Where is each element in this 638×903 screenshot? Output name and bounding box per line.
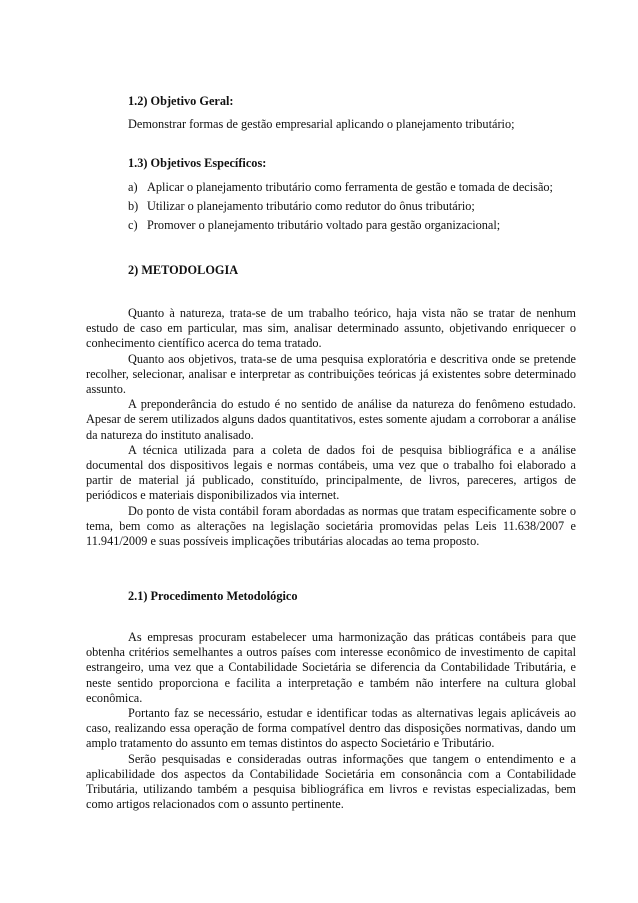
paragraph: Do ponto de vista contábil foram abordadas as normas que tratam especificamente sobre o tema, bem como as alterações na legislação societária promovidas pelas Leis 11.638/2007 e 11.941/2009 e suas possíveis implicações tributárias alocadas ao tema proposto. bbox=[86, 503, 576, 549]
paragraph: As empresas procuram estabelecer uma harmonização das práticas contábeis para que obtenha critérios semelhantes a outros países com interesse econômico de investimento de capital estrangeiro, uma vez que a Contabilidade Societária se diferencia da Contabilidade Tributária, e neste sentido proporciona e facilita a interpretação e também não interfere na cultura global econômica. bbox=[86, 630, 576, 705]
list-item bbox=[128, 199, 588, 214]
paragraph: A preponderância do estudo é no sentido de análise da natureza do fenômeno estudado. Apesar de serem utilizados alguns dados quantitativos, estes somente ajudam a corroborar a análise da natureza do instituto analisado. bbox=[86, 397, 576, 442]
list-item bbox=[128, 180, 588, 195]
list-marker: a) bbox=[128, 180, 138, 194]
paragraph: A técnica utilizada para a coleta de dados foi de pesquisa bibliográfica e a análise documental dos dispositivos legais e normas contábeis, uma vez que o trabalho foi elaborado a partir de material já publicado, constituído, principalmente, de livros, pareceres, artigos de periódicos e materiais disponibilizados via internet. bbox=[86, 442, 576, 503]
section-heading-metodologia: 2) METODOLOGIA bbox=[128, 263, 239, 277]
list-marker: c) bbox=[128, 218, 138, 232]
section-heading-procedimento-metodologico: 2.1) Procedimento Metodológico bbox=[128, 589, 298, 603]
list-item bbox=[128, 218, 588, 233]
metodologia-body bbox=[86, 306, 576, 549]
list-item-text: Promover o planejamento tributário voltado para gestão organizacional; bbox=[147, 218, 501, 232]
procedimento-body bbox=[86, 630, 576, 812]
list-item-text: Aplicar o planejamento tributário como ferramenta de gestão e tomada de decisão; bbox=[147, 180, 553, 194]
paragraph: Serão pesquisadas e consideradas outras informações que tangem o entendimento e a aplicabilidade dos aspectos da Contabilidade Societária em consonância com a Contabilidade Tributária, utilizando também a pesquisa bibliográfica em livros e revistas especializadas, bem como artigos relacionados com o assunto pertinente. bbox=[86, 751, 576, 812]
paragraph: Quanto à natureza, trata-se de um trabalho teórico, haja vista não se tratar de nenhum estudo de caso em particular, mas sim, analisar determinado assunto, objetivando enriquecer o conhecimento científico acerca do tema tratado. bbox=[86, 306, 576, 351]
paragraph: Portanto faz se necessário, estudar e identificar todas as alternativas legais aplicáveis ao caso, realizando essa operação de forma compatível dentro das disposições normativas, dando um amplo tratamento do assunto em temas distintos do aspecto Societário e Tributário. bbox=[86, 706, 576, 751]
section-heading-objetivos-especificos: 1.3) Objetivos Específicos: bbox=[128, 156, 267, 170]
list-marker: b) bbox=[128, 199, 139, 213]
list-item-text: Utilizar o planejamento tributário como redutor do ônus tributário; bbox=[147, 199, 475, 213]
objetivo-geral-text: Demonstrar formas de gestão empresarial aplicando o planejamento tributário; bbox=[128, 117, 515, 131]
section-heading-objetivo-geral: 1.2) Objetivo Geral: bbox=[128, 94, 234, 108]
paragraph: Quanto aos objetivos, trata-se de uma pesquisa exploratória e descritiva onde se pretende recolher, selecionar, analisar e interpretar as contribuições teóricas já existentes sobre determinado assunto. bbox=[86, 351, 576, 397]
